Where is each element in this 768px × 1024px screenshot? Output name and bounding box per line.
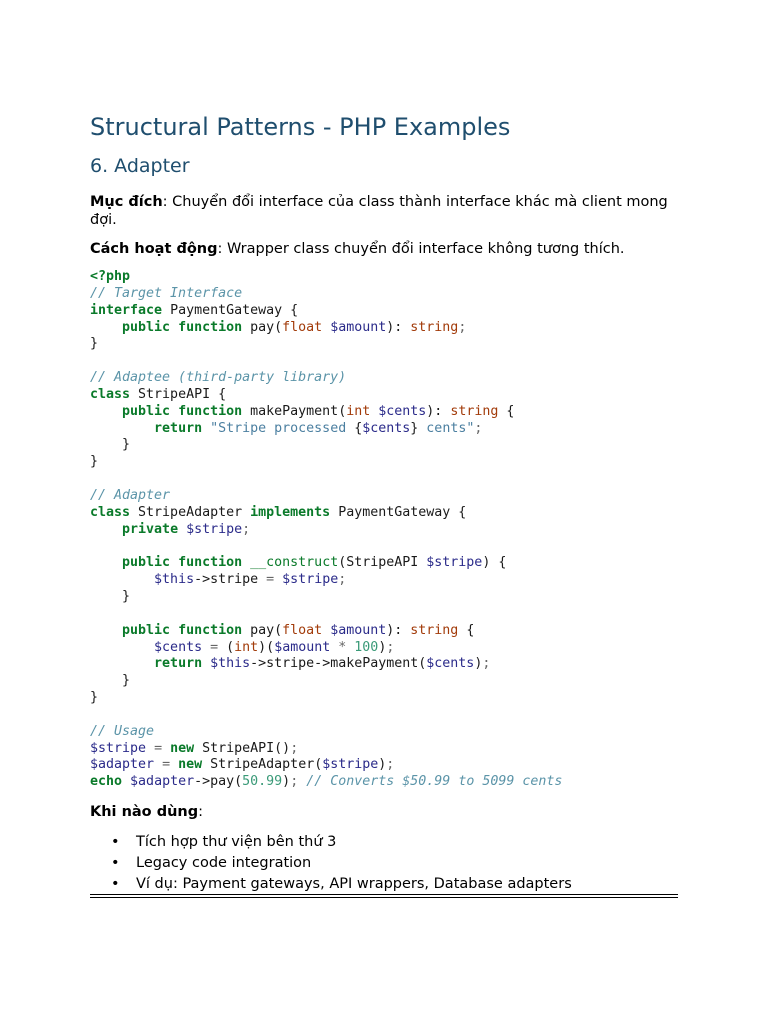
code-token: "Stripe processed: [210, 420, 355, 436]
code-token: }: [90, 454, 99, 470]
code-token: [90, 656, 154, 671]
code-token: =: [266, 572, 275, 588]
code-token: }: [410, 420, 419, 436]
code-token: ;: [242, 521, 251, 537]
code-token: private: [122, 521, 179, 537]
code-token: }: [90, 336, 99, 352]
code-token: float: [282, 622, 323, 638]
code-token: ;: [338, 572, 347, 588]
code-token: ):: [426, 403, 451, 419]
code-token: $stripe: [322, 757, 379, 773]
code-token: ;: [290, 740, 299, 756]
code-token: $cents: [362, 420, 411, 436]
code-token: ;: [290, 774, 299, 790]
code-token: // Target Interface: [90, 285, 243, 301]
code-line: [90, 269, 130, 284]
code-token: public function: [122, 622, 243, 638]
code-token: ): [378, 639, 387, 655]
code-token: ): [282, 774, 291, 790]
code-token: [242, 555, 250, 570]
when-label: Khi nào dùng: [90, 804, 199, 820]
code-token: =: [210, 639, 219, 655]
code-token: makePayment(: [242, 403, 347, 419]
code-line: [90, 673, 130, 688]
code-token: [90, 404, 122, 419]
code-line: [90, 370, 346, 385]
code-token: string: [410, 319, 459, 335]
code-token: string: [450, 403, 499, 419]
code-token: $amount: [330, 622, 387, 638]
code-token: }: [90, 437, 131, 453]
code-token: public function: [122, 403, 243, 419]
code-token: 100: [354, 639, 379, 655]
purpose-paragraph: [90, 193, 670, 229]
code-line: [90, 336, 98, 351]
code-token: public function: [122, 319, 243, 335]
code-line: [90, 522, 250, 537]
code-token: (: [218, 639, 235, 655]
code-token: cents": [418, 420, 475, 436]
code-token: <?php: [90, 269, 131, 284]
code-token: [322, 623, 330, 638]
code-token: [154, 757, 162, 772]
code-token: // Adapter: [90, 487, 171, 503]
code-token: )(: [258, 639, 275, 655]
code-token: $cents: [426, 656, 475, 672]
when-to-use-list: [90, 832, 572, 895]
code-token: ->stripe->makePayment(: [250, 656, 427, 672]
code-token: ;: [386, 757, 395, 773]
code-token: $adapter: [130, 774, 195, 790]
code-line: [90, 404, 514, 419]
code-token: StripeAdapter(: [202, 757, 323, 773]
code-line: [90, 741, 298, 756]
page-title: Structural Patterns - PHP Examples: [90, 113, 511, 141]
when-text: :: [198, 804, 203, 820]
code-token: public function: [122, 555, 243, 571]
code-token: $stripe: [186, 521, 243, 537]
code-token: class: [90, 386, 131, 402]
code-token: // Adaptee (third-party library): [90, 370, 347, 386]
code-token: $stripe: [90, 740, 147, 756]
code-token: ->pay(: [194, 774, 243, 790]
code-token: StripeAPI {: [130, 386, 227, 402]
code-line: [90, 640, 394, 655]
code-line: [90, 589, 130, 604]
code-token: $this: [210, 656, 251, 672]
code-token: ): [474, 656, 483, 672]
code-token: ):: [386, 622, 411, 638]
code-token: [90, 640, 154, 655]
code-line: [90, 690, 98, 705]
code-token: [202, 640, 210, 655]
code-token: implements: [250, 504, 331, 520]
code-line: [90, 774, 562, 789]
code-line: [90, 572, 346, 587]
code-line: [90, 555, 506, 570]
code-line: [90, 303, 298, 318]
code-token: echo: [90, 774, 123, 790]
code-token: {: [354, 420, 363, 436]
code-token: {: [458, 622, 475, 638]
code-line: [90, 488, 170, 503]
code-line: [90, 623, 474, 638]
code-token: $stripe: [282, 572, 339, 588]
code-token: *: [338, 639, 347, 655]
code-token: ):: [386, 319, 411, 335]
code-line: [90, 505, 466, 520]
code-token: ;: [474, 420, 483, 436]
code-token: ->stripe: [194, 572, 267, 588]
code-token: 50.99: [242, 774, 283, 790]
section-heading: 6. Adapter: [90, 155, 190, 177]
code-token: ;: [482, 656, 491, 672]
code-token: (StripeAPI: [338, 555, 427, 571]
code-line: [90, 421, 482, 436]
code-token: [90, 572, 154, 587]
code-token: PaymentGateway {: [330, 504, 467, 520]
code-token: [202, 656, 210, 671]
code-token: $stripe: [426, 555, 483, 571]
list-item: • Legacy code integration: [90, 853, 572, 874]
code-token: return: [154, 656, 203, 672]
code-block: [90, 269, 562, 791]
code-token: int: [346, 403, 371, 419]
code-token: StripeAPI(): [194, 740, 291, 756]
code-token: string: [410, 622, 459, 638]
code-token: [90, 421, 154, 436]
code-token: int: [234, 639, 259, 655]
code-token: $this: [154, 572, 195, 588]
code-token: interface: [90, 302, 163, 318]
code-token: [90, 320, 122, 335]
code-token: [146, 741, 154, 756]
code-token: PaymentGateway {: [162, 302, 299, 318]
code-token: __construct: [250, 555, 339, 571]
list-item: • Tích hợp thư viện bên thứ 3: [90, 832, 572, 853]
code-token: // Usage: [90, 723, 155, 739]
code-token: [202, 421, 210, 436]
code-token: {: [498, 403, 515, 419]
code-token: }: [90, 690, 99, 706]
code-token: $amount: [330, 319, 387, 335]
code-token: [170, 757, 178, 772]
code-token: new: [170, 740, 195, 756]
code-token: StripeAdapter: [130, 504, 251, 520]
code-token: [122, 774, 130, 789]
code-token: pay(: [242, 622, 283, 638]
code-token: $cents: [378, 403, 427, 419]
list-item: • Ví dụ: Payment gateways, API wrappers, Database adapters: [90, 874, 572, 895]
how-label: Cách hoạt động: [90, 241, 218, 257]
code-token: [90, 522, 122, 537]
code-token: [90, 623, 122, 638]
code-token: [162, 741, 170, 756]
code-line: [90, 437, 130, 452]
code-token: [322, 320, 330, 335]
code-line: [90, 286, 242, 301]
code-line: [90, 320, 466, 335]
code-line: [90, 757, 394, 772]
purpose-text: : Chuyển đổi interface của class thành interface khác mà client mong đợi.: [90, 194, 668, 228]
how-text: : Wrapper class chuyển đổi interface không tương thích.: [217, 241, 625, 257]
code-token: [178, 522, 186, 537]
horizontal-rule: [90, 894, 678, 898]
code-token: [274, 572, 282, 587]
code-token: [90, 555, 122, 570]
code-token: return: [154, 420, 203, 436]
code-line: [90, 724, 154, 739]
code-line: [90, 656, 490, 671]
code-token: $amount: [274, 639, 331, 655]
code-token: pay(: [242, 319, 283, 335]
code-token: ): [378, 757, 387, 773]
how-it-works-paragraph: [90, 240, 670, 258]
code-token: class: [90, 504, 131, 520]
code-line: [90, 387, 226, 402]
when-to-use-paragraph: [90, 803, 670, 821]
code-token: }: [90, 589, 131, 605]
code-token: ;: [386, 639, 395, 655]
code-token: $cents: [154, 639, 203, 655]
code-token: ;: [458, 319, 467, 335]
code-token: // Converts $50.99 to 5099 cents: [306, 774, 563, 790]
code-token: }: [90, 673, 131, 689]
purpose-label: Mục đích: [90, 194, 163, 210]
code-token: =: [154, 740, 163, 756]
code-line: [90, 454, 98, 469]
code-token: new: [178, 757, 203, 773]
code-token: $adapter: [90, 757, 155, 773]
code-token: ) {: [482, 555, 507, 571]
code-token: float: [282, 319, 323, 335]
code-token: =: [162, 757, 171, 773]
